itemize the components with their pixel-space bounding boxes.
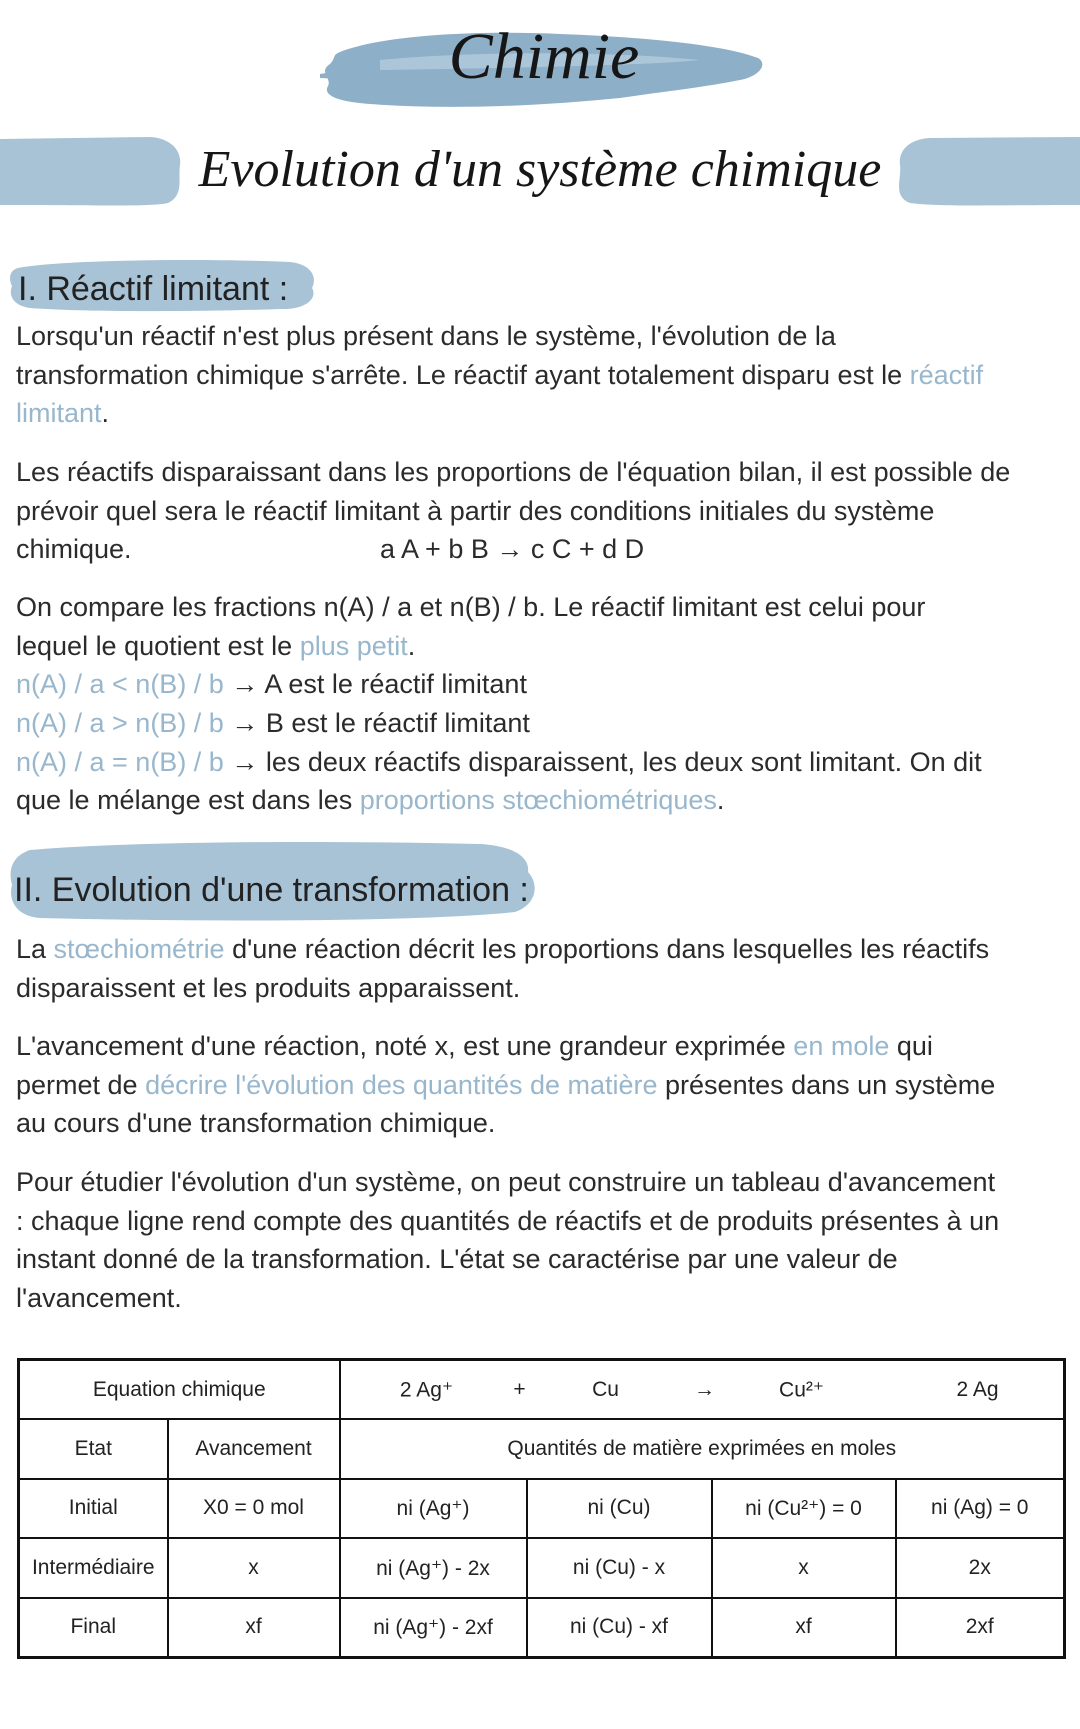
text-line: [16, 1279, 1066, 1318]
text-segment: → A est le réactif limitant: [223, 669, 527, 700]
paragraph-stoichiometry: [16, 930, 1066, 1007]
text-line: [16, 1027, 1066, 1066]
highlighted-term: plus petit: [299, 630, 408, 661]
text-segment: chimique.: [16, 534, 132, 565]
text-line: [16, 781, 1066, 820]
text-segment: .: [716, 785, 725, 816]
text-line: [16, 1202, 1066, 1241]
cell-quantity: ni (Ag⁺) - 2x: [340, 1538, 527, 1598]
equation-term: Cu²⁺: [779, 1378, 824, 1402]
text-segment: La: [16, 934, 54, 964]
text-line: [16, 665, 1066, 704]
text-line: [16, 743, 1066, 782]
highlighted-term: n(A) / a > n(B) / b: [16, 708, 224, 739]
text-line: [16, 1163, 1066, 1202]
cell-quantity: ni (Ag) = 0: [896, 1479, 1065, 1539]
table-row-equation: [19, 1360, 1065, 1420]
cell-state: Final: [19, 1598, 168, 1658]
cell-advancement: xf: [168, 1598, 340, 1658]
text-segment: présentes dans un système: [657, 1069, 996, 1100]
text-segment: lequel le quotient est le: [16, 630, 300, 661]
text-segment: Pour étudier l'évolution d'un système, on peut construire un tableau d'avancement: [16, 1167, 996, 1197]
section-2-heading: II. Evolution d'une transformation :: [14, 871, 529, 909]
text-segment: Lorsqu'un réactif n'est plus présent dans le système, l'évolution de la: [16, 321, 836, 351]
cell-quantity: ni (Cu) - xf: [527, 1598, 712, 1658]
equation-term: 2 Ag⁺: [399, 1378, 454, 1402]
text-line: [16, 1240, 1066, 1279]
text-line: [16, 530, 1066, 569]
paragraph-limiting-reagent-prediction: [16, 453, 1066, 569]
highlighted-term: réactif: [909, 359, 984, 390]
text-segment: : chaque ligne rend compte des quantités de réactifs et de produits présentes à un: [16, 1205, 1000, 1236]
table-row-headers: [19, 1419, 1065, 1479]
equation-operator: +: [513, 1377, 526, 1401]
cell-advancement: x: [168, 1538, 340, 1598]
equation-term: 2 Ag: [956, 1377, 999, 1401]
text-segment: On compare les fractions n(A) / a et n(B) / b. Le réactif limitant est celui pour: [16, 592, 926, 622]
highlighted-term: n(A) / a < n(B) / b: [16, 669, 224, 700]
cell-quantity: ni (Ag⁺) - 2xf: [340, 1598, 527, 1658]
equation-terms: [341, 1362, 1064, 1418]
text-segment: L'avancement d'une réaction, noté x, est une grandeur exprimée: [16, 1031, 794, 1061]
text-line: [16, 704, 1066, 743]
text-segment: instant donné de la transformation. L'état se caractérise par une valeur de: [16, 1244, 898, 1275]
cell-quantity: 2xf: [896, 1598, 1065, 1658]
cell-advancement: X0 = 0 mol: [168, 1479, 340, 1539]
paragraph-advancement-table-intro: [16, 1163, 1066, 1318]
text-segment: au cours d'une transformation chimique.: [16, 1108, 496, 1139]
equation-general: a A + b B → c C + d D: [380, 534, 645, 565]
text-line: [16, 317, 1066, 356]
equation-label-cell: Equation chimique: [19, 1360, 340, 1420]
cell-quantity: ni (Cu): [527, 1479, 712, 1539]
text-segment: .: [101, 398, 110, 429]
cell-quantity: 2x: [896, 1538, 1065, 1598]
equation-cell: [340, 1360, 1065, 1420]
text-segment: .: [407, 630, 416, 661]
section-1-heading: I. Réactif limitant :: [18, 270, 289, 308]
cell-quantity: x: [712, 1538, 896, 1598]
page-subtitle: Evolution d'un système chimique: [198, 141, 882, 198]
text-line: [16, 627, 1066, 666]
highlighted-term: décrire l'évolution des quantités de matière: [145, 1069, 658, 1100]
page-title: Chimie: [448, 20, 640, 93]
text-line: [16, 969, 1066, 1008]
text-segment: transformation chimique s'arrête. Le réactif ayant totalement disparu est le: [16, 359, 910, 390]
text-segment: Les réactifs disparaissant dans les proportions de l'équation bilan, il est possible de: [16, 457, 1011, 487]
paragraph-limiting-reagent-definition: [16, 317, 1066, 433]
cell-quantity: xf: [712, 1598, 896, 1658]
table-row-initial: [19, 1479, 1065, 1539]
text-line: [16, 394, 1066, 433]
paragraph-advancement-definition: [16, 1027, 1066, 1143]
text-line: [16, 1104, 1066, 1143]
text-segment: disparaissent et les produits apparaissent.: [16, 972, 521, 1003]
cell-state: Intermédiaire: [19, 1538, 168, 1598]
text-segment: prévoir quel sera le réactif limitant à partir des conditions initiales du système: [16, 495, 935, 526]
highlighted-term: en mole: [793, 1031, 890, 1061]
advancement-table: [17, 1358, 1066, 1659]
cell-quantity: ni (Cu) - x: [527, 1538, 712, 1598]
cell-quantity: ni (Cu²⁺) = 0: [712, 1479, 896, 1539]
table-row-intermediate: [19, 1538, 1065, 1598]
highlighted-term: stœchiométrie: [53, 934, 225, 964]
header-quantities: Quantités de matière exprimées en moles: [340, 1419, 1065, 1479]
text-line: [16, 1066, 1066, 1105]
text-segment: d'une réaction décrit les proportions dans lesquelles les réactifs: [224, 934, 990, 964]
paragraph-quotient-comparison: [16, 588, 1066, 820]
text-line: [16, 930, 1066, 969]
header-state: Etat: [19, 1419, 168, 1479]
highlighted-term: n(A) / a = n(B) / b: [16, 746, 224, 777]
text-segment: → les deux réactifs disparaissent, les deux sont limitant. On dit: [223, 746, 982, 777]
reaction-arrow: →: [694, 1377, 715, 1401]
highlighted-term: limitant: [16, 398, 102, 429]
text-line: [16, 588, 1066, 627]
table-row-final: [19, 1598, 1065, 1658]
header-advancement: Avancement: [168, 1419, 340, 1479]
cell-quantity: ni (Ag⁺): [340, 1479, 527, 1539]
highlighted-term: proportions stœchiométriques: [359, 785, 717, 816]
text-line: [16, 356, 1066, 395]
text-line: [16, 492, 1066, 531]
text-segment: qui: [889, 1031, 933, 1061]
equation-term: Cu: [592, 1377, 619, 1401]
text-segment: l'avancement.: [16, 1283, 182, 1314]
text-segment: → B est le réactif limitant: [223, 708, 530, 739]
text-segment: que le mélange est dans les: [16, 785, 360, 816]
cell-state: Initial: [19, 1479, 168, 1539]
text-segment: permet de: [16, 1069, 146, 1100]
text-line: [16, 453, 1066, 492]
